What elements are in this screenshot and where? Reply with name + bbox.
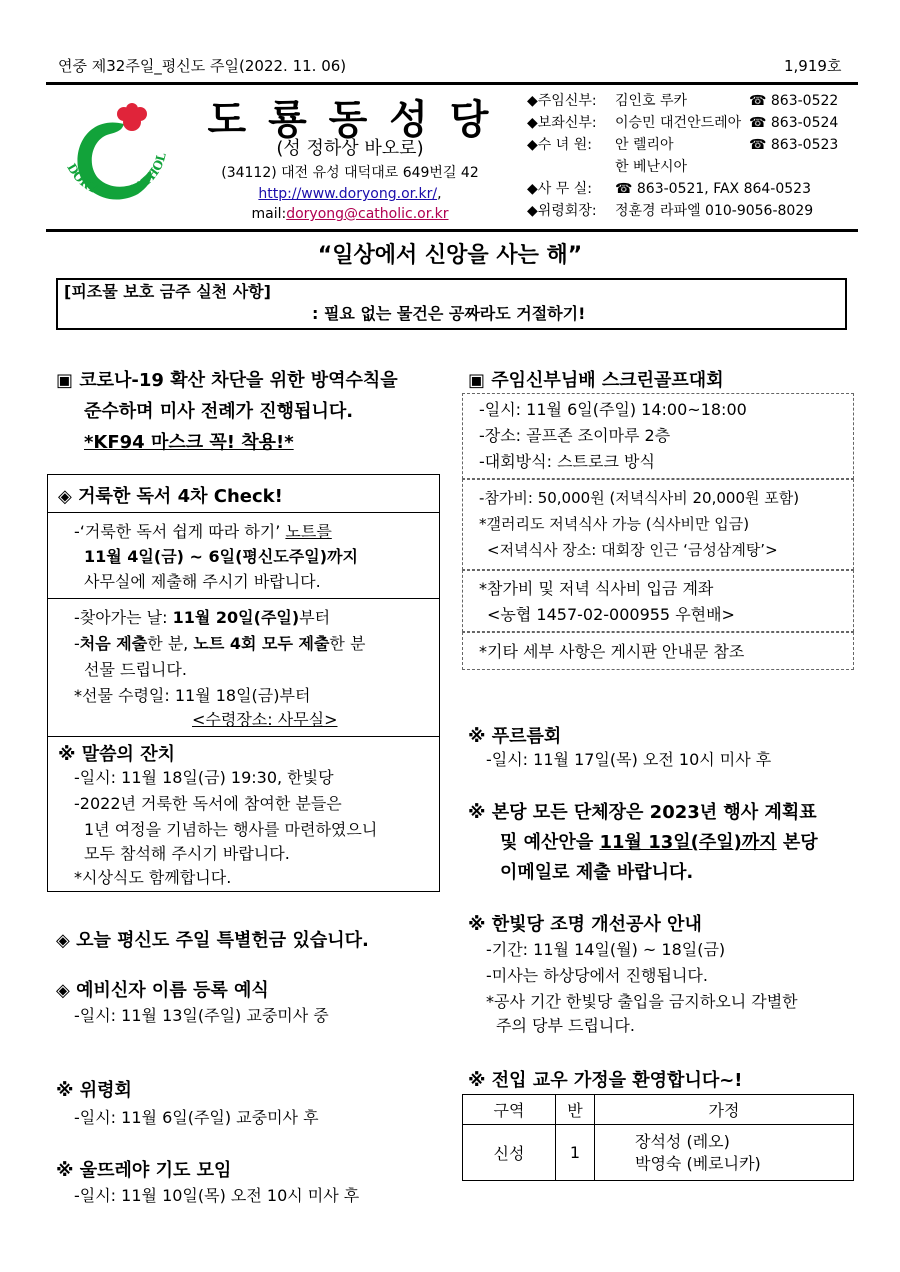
reading-divider <box>47 598 440 599</box>
website-suffix: , <box>437 186 442 202</box>
contact-label: ◆위령회장: <box>527 203 597 219</box>
text: 노트 4회 모두 제출 <box>193 634 330 653</box>
pururum-text: -일시: 11월 17일(목) 오전 10시 미사 후 <box>486 750 772 769</box>
table-header: 반 <box>556 1095 595 1125</box>
church-logo <box>52 94 182 234</box>
catechumen-text: -일시: 11월 13일(주일) 교중미사 중 <box>74 1006 329 1025</box>
golf-section-fee <box>462 479 854 570</box>
reading-p3-line5: *시상식도 함께합니다. <box>74 868 232 887</box>
contact-name: ☎ 863-0521, FAX 864-0523 <box>615 181 811 197</box>
reading-p2-line3: 선물 드립니다. <box>84 660 187 679</box>
notice-title: [피조물 보호 금주 실천 사항] <box>64 282 271 301</box>
contact-row <box>527 112 847 134</box>
table-cell-family <box>595 1125 854 1181</box>
welcome-table <box>462 1094 854 1181</box>
golf-section-other <box>462 632 854 670</box>
groups-line2 <box>500 828 818 854</box>
ultreya-title: ※ 울뜨레야 기도 모임 <box>56 1160 232 1181</box>
groups-line1: ※ 본당 모든 단체장은 2023년 행사 계획표 <box>468 802 817 823</box>
contact-row <box>527 178 847 200</box>
text: 노트를 <box>285 522 332 541</box>
reading-p3-line3: 1년 여정을 기념하는 행사를 마련하였으니 <box>84 820 378 839</box>
header-rule <box>46 229 858 232</box>
contact-row <box>527 134 847 156</box>
table-header-row <box>463 1095 854 1125</box>
golf-section-account <box>462 570 854 632</box>
contact-row <box>527 156 847 178</box>
golf-line: *기타 세부 사항은 게시판 안내문 참조 <box>479 642 745 661</box>
contact-name: 김인호 루카 <box>615 93 688 109</box>
table-row <box>463 1125 854 1181</box>
contact-name: 한 베난시아 <box>615 159 688 175</box>
contact-list <box>527 90 847 222</box>
contact-label: ◆수 녀 원: <box>527 137 592 153</box>
contact-label: ◆주임신부: <box>527 93 597 109</box>
light-line2: -미사는 하상당에서 진행됩니다. <box>486 966 708 985</box>
corona-line1: ▣ 코로나-19 확산 차단을 위한 방역수칙을 <box>56 370 398 391</box>
golf-line: *갤러리도 저녁식사 가능 (식사비만 입금) <box>479 515 750 533</box>
pururum-title: ※ 푸르름회 <box>468 726 562 747</box>
issue-number: 1,919호 <box>784 57 842 75</box>
website-link[interactable]: http://www.doryong.or.kr/ <box>258 186 438 202</box>
corona-line2: 준수하며 미사 전례가 진행됩니다. <box>84 401 354 422</box>
golf-line: <저녁식사 장소: 대회장 인근 ‘금성삼계탕’> <box>487 541 778 559</box>
reading-divider <box>47 736 440 737</box>
text: 11월 13일(주일)까지 <box>599 832 777 853</box>
light-line1: -기간: 11월 14일(월) ~ 18일(금) <box>486 940 726 959</box>
golf-section-schedule <box>462 393 854 479</box>
reading-title: ◈ 거룩한 독서 4차 Check! <box>58 486 283 507</box>
light-line3: *공사 기간 한빛당 출입을 금지하오니 각별한 <box>486 992 798 1011</box>
contact-phone: ☎ 863-0524 <box>749 115 839 131</box>
contact-row <box>527 90 847 112</box>
text: - <box>74 634 80 653</box>
golf-line: <농협 1457-02-000955 우현배> <box>487 605 735 624</box>
svg-text:DORYONG CATHOLIC <box>52 94 169 200</box>
text: -‘거룩한 독서 쉽게 따라 하기’ <box>74 522 286 541</box>
reading-p3-line4: 모두 참석해 주시기 바랍니다. <box>84 844 290 863</box>
issue-line: 연중 제32주일_평신도 주일(2022. 11. 06) <box>58 57 347 75</box>
golf-line: -일시: 11월 6일(주일) 14:00~18:00 <box>479 400 747 419</box>
condolence-title: ※ 위령회 <box>56 1080 132 1101</box>
text: -찾아가는 날: <box>74 608 173 627</box>
mail-link[interactable]: doryong@catholic.or.kr <box>286 206 449 222</box>
contact-label: ◆보좌신부: <box>527 115 597 131</box>
golf-line: -참가비: 50,000원 (저녁식사비 20,000원 포함) <box>479 489 800 507</box>
offering-notice: ◈ 오늘 평신도 주일 특별헌금 있습니다. <box>56 930 369 951</box>
light-title: ※ 한빛당 조명 개선공사 안내 <box>468 914 702 935</box>
groups-line3: 이메일로 제출 바랍니다. <box>500 862 694 883</box>
contact-row <box>527 200 847 222</box>
notice-text: : 필요 없는 물건은 공짜라도 거절하기! <box>312 304 586 323</box>
text: 본당 <box>776 832 818 853</box>
text: 처음 제출 <box>79 634 148 653</box>
family-member: 박영숙 (베로니카) <box>635 1153 761 1173</box>
table-header: 구역 <box>463 1095 556 1125</box>
reading-p1-line3: 사무실에 제출해 주시기 바랍니다. <box>84 572 321 591</box>
text: 한 분, <box>147 634 194 653</box>
reading-divider <box>47 512 440 513</box>
condolence-text: -일시: 11월 6일(주일) 교중미사 후 <box>74 1108 319 1127</box>
golf-title: ▣ 주임신부님배 스크린골프대회 <box>468 370 724 391</box>
patron-saint: (성 정하상 바오로) <box>276 138 424 159</box>
contact-phone: ☎ 863-0523 <box>749 137 839 153</box>
reading-p2-line4: *선물 수령일: 11월 18일(금)부터 <box>74 686 311 705</box>
contact-phone: ☎ 863-0522 <box>749 93 839 109</box>
family-member: 장석성 (레오) <box>635 1131 730 1151</box>
golf-line: -대회방식: 스트로크 방식 <box>479 452 655 471</box>
welcome-title: ※ 전입 교우 가정을 환영합니다~! <box>468 1070 743 1091</box>
light-line4: 주의 당부 드립니다. <box>496 1016 635 1035</box>
reading-p3-line1: -일시: 11월 18일(금) 19:30, 한빛당 <box>74 768 334 787</box>
table-cell-area: 신성 <box>463 1125 556 1181</box>
contact-name: 안 렐리아 <box>615 137 674 153</box>
mail-line <box>200 202 500 226</box>
reading-p3-line2: -2022년 거룩한 독서에 참여한 분들은 <box>74 794 342 813</box>
catechumen-title: ◈ 예비신자 이름 등록 예식 <box>56 980 269 1001</box>
contact-label: ◆사 무 실: <box>527 181 592 197</box>
contact-name: 정훈경 라파엘 010-9056-8029 <box>615 203 814 219</box>
reading-p1-line2: 11월 4일(금) ~ 6일(평신도주일)까지 <box>84 547 358 566</box>
reading-p3-title: ※ 말씀의 잔치 <box>58 744 175 765</box>
text: 한 분 <box>329 634 366 653</box>
reading-p2-line2 <box>74 632 365 656</box>
motto: “일상에서 신앙을 사는 해” <box>317 243 583 268</box>
golf-line: *참가비 및 저녁 식사비 입금 계좌 <box>479 579 714 598</box>
reading-p1-line1 <box>74 520 332 544</box>
corona-line3: *KF94 마스크 꼭! 착용!* <box>84 432 294 453</box>
table-cell-ban: 1 <box>556 1125 595 1181</box>
mail-label: mail: <box>251 206 287 222</box>
table-header: 가정 <box>595 1095 854 1125</box>
ultreya-text: -일시: 11월 10일(목) 오전 10시 미사 후 <box>74 1186 360 1205</box>
text: 11월 20일(주일) <box>172 608 300 627</box>
reading-p2-line5: <수령장소: 사무실> <box>192 710 338 729</box>
contact-name: 이승민 대건안드레아 <box>615 115 742 131</box>
church-address: (34112) 대전 유성 대덕대로 649번길 42 <box>221 165 479 181</box>
text: 및 예산안을 <box>500 832 600 853</box>
logo-text: DORYONG CATHOL <box>64 151 169 201</box>
reading-p2-line1 <box>74 606 330 630</box>
top-rule <box>46 82 858 85</box>
text: 부터 <box>299 608 331 627</box>
church-name: 도 룡 동 성 당 <box>207 97 493 143</box>
golf-line: -장소: 골프존 조이마루 2층 <box>479 426 671 445</box>
